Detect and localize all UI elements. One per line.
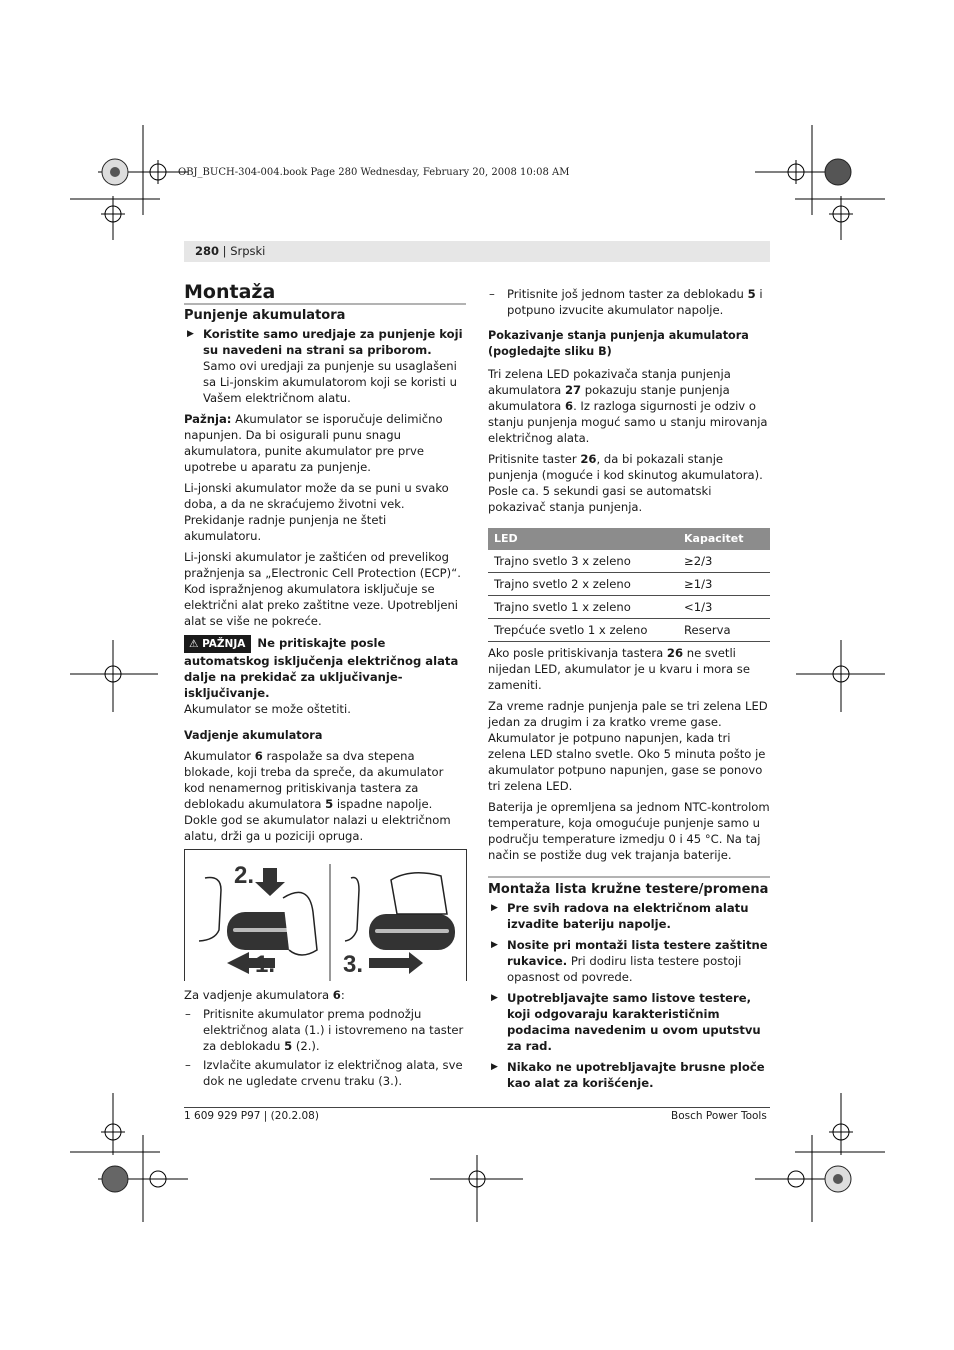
table-cell: Trepćuće svetlo 1 x zeleno xyxy=(488,619,678,642)
footer-brand: Bosch Power Tools xyxy=(671,1110,767,1122)
bullet-gloves: ▶ Nosite pri montaži lista testere zaštitne rukavice. Pri dodiru lista testere postoji opasnost od povrede. xyxy=(491,938,768,984)
led-heading: Pokazivanje stanja punjenja akumulatora (pogledajte sliku B) xyxy=(488,329,749,358)
removal-figure xyxy=(184,849,467,981)
charging-process-paragraph: Za vreme radnje punjenja pale se tri zelena LED jedan za drugim i za kratko vreme gase. Akumulator je potpuno napunjen, kada tri zelena LED stalno svetle. Oko 5 minuta pošto je akumulator potpuno napunjen, gase se ponovo tri zelena LED. xyxy=(488,699,768,793)
paragraph-charging-anytime: Li-jonski akumulator može da se puni u svako doba, a da ne skraćujemo životni vek. Prekidanje radnje punjenja ne šteti akumulatoru. xyxy=(184,481,449,543)
step-3-label: 3. xyxy=(343,951,364,978)
table-cell: ≥2/3 xyxy=(678,550,770,573)
page-number: 280 xyxy=(195,244,220,258)
removal-heading: Vadjenje akumulatora xyxy=(184,729,323,742)
left-column-bottom xyxy=(184,987,466,1092)
removal-step-2: – Izvlačite akumulator iz električnog alata, sve dok ne ugledate crvenu traku (3.). xyxy=(185,1058,463,1088)
footer-doc-number: 1 609 929 P97 | (20.2.08) xyxy=(184,1110,319,1122)
bullet-charger-note xyxy=(184,326,466,406)
battery-illustration xyxy=(185,850,466,981)
removal-paragraph: Akumulator 6 raspolaže sa dva stepena blokade, koji treba da spreče, da akumulator kod nenamernog pritiskivanja tastera za deblokadu akumulatora 5 ispadne napolje. Dokle god se akumulator nalazi u električnom alatu, drži ga u poziciji opruga. xyxy=(184,749,451,843)
header-separator: | xyxy=(219,244,231,258)
for-removal-intro: Za vadjenje akumulatora 6: xyxy=(184,988,345,1002)
table-row xyxy=(488,573,770,596)
bullet-triangle-icon: ▶ xyxy=(491,1062,498,1072)
bullet-no-grinding: ▶ Nikako ne upotrebljavajte brusne ploče kao alat za korišćenje. xyxy=(491,1060,765,1090)
table-cell: ≥1/3 xyxy=(678,573,770,596)
attention-paragraph: Pažnja: Akumulator se isporučuje delimično napunjen. Da bi osigurali punu snagu akumulatora, punite akumulator pre prve upotrebe u aparatu za punjenje. xyxy=(184,412,443,474)
warning-badge: ⚠ PAŽNJA xyxy=(184,635,251,653)
bullet-triangle-icon: ▶ xyxy=(491,940,498,950)
led-paragraph-1: Tri zelena LED pokazivača stanja punjenja akumulatora 27 pokazuju stanje punjenja akumulatora 6. Iz razloga sigurnosti je odziv o stanju punjenja moguć samo u stanju mirovanja električnog alata. xyxy=(488,367,768,445)
warning-text: Akumulator se može oštetiti. xyxy=(184,702,351,716)
bullet-triangle-icon: ▶ xyxy=(491,903,498,913)
header-language: Srpski xyxy=(230,244,266,258)
step-2-label: 2. xyxy=(234,862,255,889)
table-cell: Reserva xyxy=(678,619,770,642)
bullet-triangle-icon: ▶ xyxy=(491,993,498,1003)
table-cell: Trajno svetlo 3 x zeleno xyxy=(488,550,678,573)
right-column xyxy=(488,286,770,1096)
table-cell: <1/3 xyxy=(678,596,770,619)
section-heading-charging: Punjenje akumulatora xyxy=(184,308,346,323)
step-1-label: 1. xyxy=(255,951,276,978)
section-rule xyxy=(488,876,770,878)
table-header-led: LED xyxy=(488,528,678,550)
bullet-blades-spec: ▶ Upotrebljavajte samo listove testere, koji odgovaraju karakterističnim podacima navedenim u ovom uputstvu za rad. xyxy=(491,991,761,1053)
warning-bold-text: Ne pritiskajte posle automatskog isključenja električnog alata dalje na prekidač za uključivanje-isključivanje. xyxy=(184,636,459,700)
defect-paragraph: Ako posle pritiskivanja tastera 26 ne svetli nijedan LED, akumulator je u kvaru i mora se zameniti. xyxy=(488,646,750,692)
bullet-text: Samo ovi uredjaji za punjenje su usaglašeni sa Li-jonskim akumulatorom koji se koristi u Vašem električnom alatu. xyxy=(203,359,457,405)
table-row xyxy=(488,596,770,619)
paragraph-ecp: Li-jonski akumulator je zaštićen od prevelikog pražnjenja sa „Electronic Cell Protection (ECP)“. Kod ispražnjenog akumulatora isključuje se električni alat preko zaštitne veze. Upotrebljeni alat se više ne pokreće. xyxy=(184,550,461,628)
removal-step-3: – Pritisnite još jednom taster za deblokadu 5 i potpuno izvucite akumulator napolje. xyxy=(489,287,763,317)
table-cell: Trajno svetlo 1 x zeleno xyxy=(488,596,678,619)
table-row xyxy=(488,550,770,573)
section-rule xyxy=(184,303,466,305)
bullet-bold-text: Koristite samo uredjaje za punjenje koji su navedeni na strani sa priborom. xyxy=(203,327,463,357)
led-paragraph-2: Pritisnite taster 26, da bi pokazali stanje punjenja (moguće i kod skinutog akumulatora). Posle ca. 5 sekundi gasi se automatski pokazivač stanja punjenja. xyxy=(488,452,763,514)
page-title: Montaža xyxy=(184,281,276,303)
table-cell: Trajno svetlo 2 x zeleno xyxy=(488,573,678,596)
led-capacity-table xyxy=(488,528,770,642)
removal-step-1: – Pritisnite akumulator prema podnožju električnog alata (1.) i istovremeno na taster za deblokadu 5 (2.). xyxy=(185,1007,464,1053)
table-header-row xyxy=(488,528,770,550)
footer-rule xyxy=(184,1107,770,1108)
bullet-remove-battery: ▶ Pre svih radova na električnom alatu izvadite bateriju napolje. xyxy=(491,901,749,931)
section-heading-saw-blade: Montaža lista kružne testere/promena xyxy=(488,882,769,897)
table-row xyxy=(488,619,770,642)
left-column xyxy=(184,281,466,849)
ntc-paragraph: Baterija je opremljena sa jednom NTC-kontrolom temperature, koja omogućuje punjenje samo u području temperature izmedju 0 i 45 °C. Na taj način se postiže dug vek trajanja baterije. xyxy=(488,800,770,862)
table-header-capacity: Kapacitet xyxy=(678,528,770,550)
bullet-triangle-icon: ▶ xyxy=(187,329,194,339)
page-header xyxy=(184,241,770,262)
print-info: OBJ_BUCH-304-004.book Page 280 Wednesday, February 20, 2008 10:08 AM xyxy=(178,167,570,178)
warning-paragraph xyxy=(184,635,466,717)
